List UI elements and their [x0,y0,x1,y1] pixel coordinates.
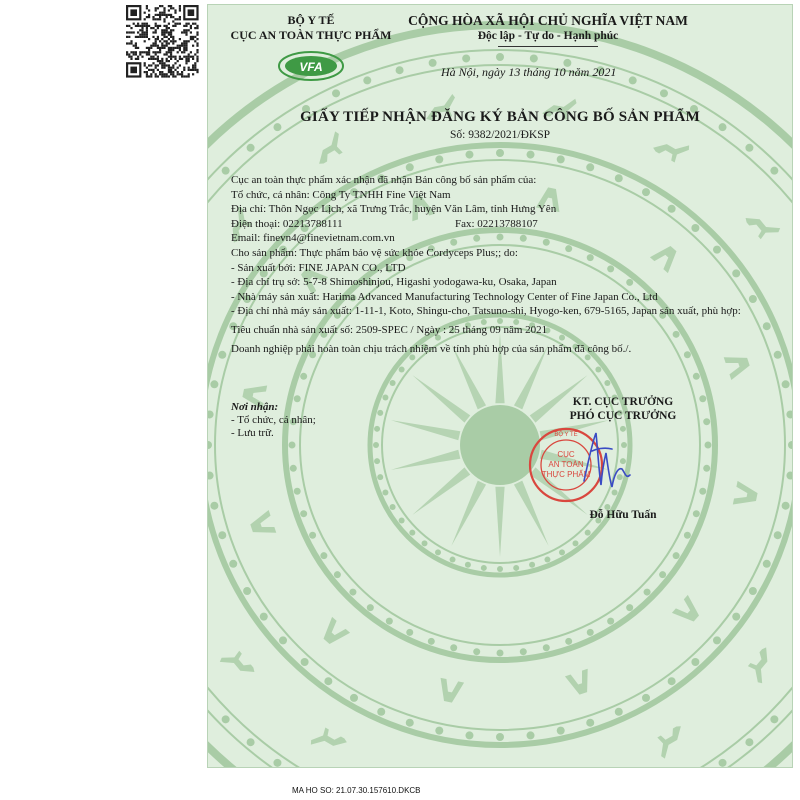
fax-line: Fax: 02213788107 [455,217,538,230]
national-motto: Độc lập - Tự do - Hạnh phúc [477,30,619,42]
document-body [231,173,771,356]
vfa-logo [276,49,346,83]
national-header [388,13,708,43]
intro-line: Cục an toàn thực phẩm xác nhận đã nhận Bản công bố sản phẩm của: [231,174,537,186]
dossier-code: MA HO SO: 21.07.30.157610.DKCB [292,786,421,795]
ministry-name: BỘ Y TẾ [287,13,335,27]
document-number: Số: 9382/2021/ĐKSP [449,129,550,141]
seal-text-line: THỰC PHẨM [541,470,591,479]
recipient-item: - Tổ chức, cá nhân; [231,414,316,426]
certificate-document [207,4,793,768]
seal-text-line: AN TOÀN [548,460,584,469]
headquarters-line: - Địa chỉ trụ sở: 5-7-8 Shimoshinjou, Higashi yodogawa-ku, Osaka, Japan [231,276,557,289]
standard-line: Tiêu chuẩn nhà sản xuất số: 2509-SPEC / Ngày : 25 tháng 09 năm 2021 [231,323,548,336]
signer-position: PHÓ CỤC TRƯỞNG [569,410,677,422]
organization-line: Tổ chức, cá nhân: Công Ty TNHH Fine Việt Nam [231,188,451,201]
country-name: CỘNG HÒA XÃ HỘI CHỦ NGHĨA VIỆT NAM [408,13,688,28]
factory-line: - Nhà máy sản xuất: Harima Advanced Manufacturing Technology Center of Fine Japan Co., Ltd [231,290,658,303]
product-line: Cho sản phẩm: Thực phẩm bảo vệ sức khỏe Cordyceps Plus;; do: [231,246,518,259]
recipient-item: - Lưu trữ. [231,427,274,439]
place-date: Hà Nội, ngày 13 tháng 10 năm 2021 [441,65,617,79]
vfa-logo-text: VFA [299,60,323,74]
qr-code [123,4,203,78]
official-seal-stamp [526,423,676,507]
factory-address-line: - Địa chỉ nhà máy sản xuất: 1-11-1, Koto, Shingu-cho, Tatsuno-shi, Hyogo-ken, 679-5165, Japan sản xuất, phù hợp: [231,305,741,318]
seal-text-line: CỤC [557,450,575,459]
seal-ring-text: BỘ Y TẾ [554,432,578,438]
recipients-header: Nơi nhận: [231,401,279,413]
motto-underline [498,46,598,47]
signing-authority: KT. CỤC TRƯỞNG [572,396,674,408]
responsibility-line: Doanh nghiệp phải hoàn toàn chịu trách nhiệm về tính phù hợp của sản phẩm đã công bố./. [231,342,632,355]
email-line: Email: finevn4@finevietnam.com.vn [231,232,395,245]
recipients-block [231,401,316,440]
signature-title-block [473,395,773,423]
document-title: GIẤY TIẾP NHẬN ĐĂNG KÝ BẢN CÔNG BỐ SẢN PHẨM [300,109,700,125]
manufacturer-line: - Sản xuất bởi: FINE JAPAN CO., LTD [231,261,406,274]
agency-header [226,13,396,43]
address-line: Địa chỉ: Thôn Ngọc Lịch, xã Trưng Trắc, huyện Văn Lâm, tỉnh Hưng Yên [231,203,557,216]
agency-name: CỤC AN TOÀN THỰC PHẨM [230,28,392,42]
phone-line: Điện thoại: 02213788111 [231,217,343,230]
signer-name: Đỗ Hữu Tuấn [589,509,657,521]
contact-row [231,217,771,232]
